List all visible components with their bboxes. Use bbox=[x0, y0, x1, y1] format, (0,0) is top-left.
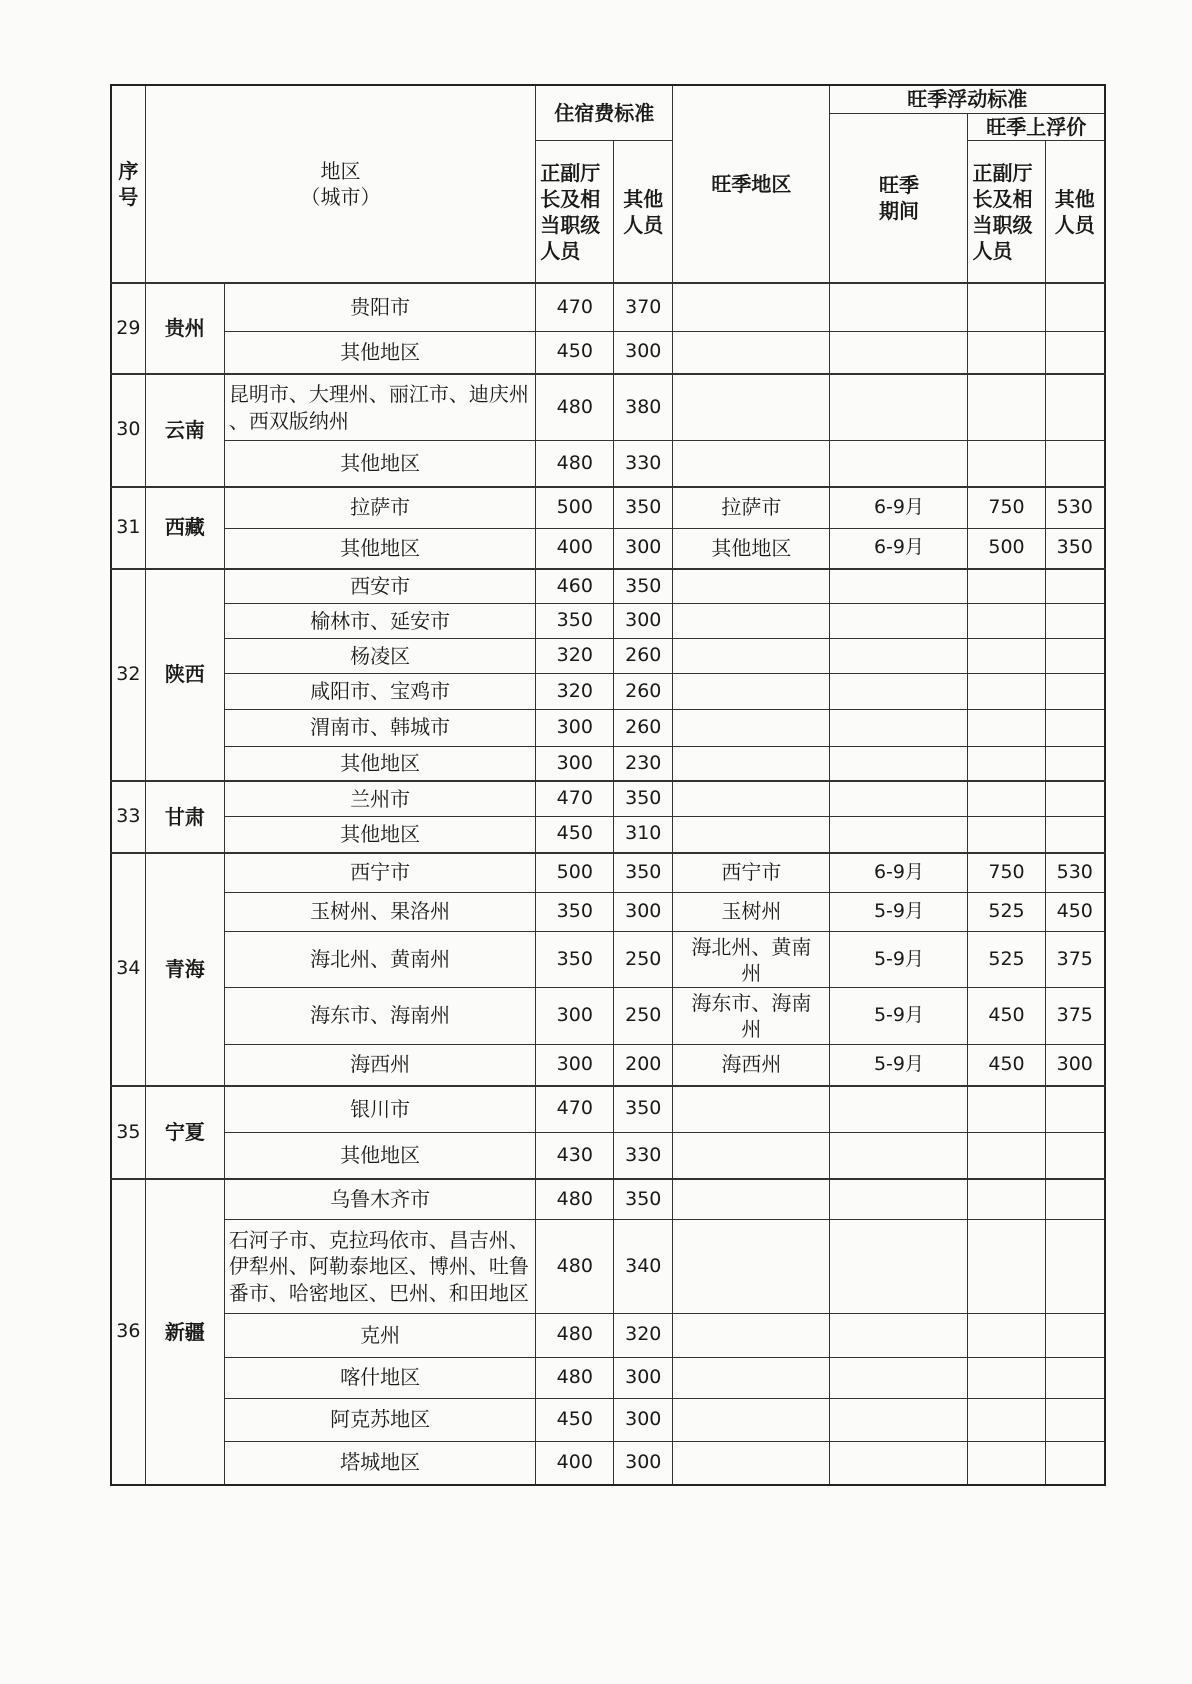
peak-region-cell bbox=[673, 816, 830, 852]
peak-other-cell bbox=[1045, 781, 1105, 816]
peak-other-cell bbox=[1045, 1441, 1105, 1485]
peak-region-cell: 海西州 bbox=[673, 1044, 830, 1086]
senior-rate-cell: 350 bbox=[536, 604, 614, 639]
province-name: 陕西 bbox=[145, 569, 224, 782]
other-rate-cell: 300 bbox=[614, 604, 673, 639]
table-row bbox=[111, 709, 1105, 746]
peak-other-cell bbox=[1045, 441, 1105, 487]
header-peak-senior: 正副厅 长及相 当职级 人员 bbox=[968, 141, 1045, 284]
other-rate-cell: 350 bbox=[614, 487, 673, 529]
peak-senior-cell bbox=[968, 1357, 1045, 1399]
region-cell: 其他地区 bbox=[224, 746, 535, 781]
header-peak-up: 旺季上浮价 bbox=[968, 113, 1105, 141]
peak-senior-cell bbox=[968, 441, 1045, 487]
table-row bbox=[111, 988, 1105, 1044]
table-row bbox=[111, 441, 1105, 487]
peak-senior-cell: 525 bbox=[968, 931, 1045, 987]
peak-region-cell bbox=[673, 1086, 830, 1133]
senior-rate-cell: 450 bbox=[536, 1399, 614, 1442]
region-cell: 阿克苏地区 bbox=[224, 1399, 535, 1442]
region-cell: 榆林市、延安市 bbox=[224, 604, 535, 639]
senior-rate-cell: 320 bbox=[536, 639, 614, 674]
peak-period-cell bbox=[830, 374, 968, 441]
peak-other-cell bbox=[1045, 1133, 1105, 1180]
region-cell: 乌鲁木齐市 bbox=[224, 1179, 535, 1219]
peak-region-cell: 西宁市 bbox=[673, 853, 830, 892]
province-name: 云南 bbox=[145, 374, 224, 487]
region-cell: 贵阳市 bbox=[224, 283, 535, 331]
peak-period-cell bbox=[830, 1357, 968, 1399]
peak-period-cell bbox=[830, 709, 968, 746]
peak-period-cell bbox=[830, 1086, 968, 1133]
region-cell: 海西州 bbox=[224, 1044, 535, 1086]
peak-region-cell bbox=[673, 569, 830, 604]
row-number: 34 bbox=[111, 853, 145, 1086]
peak-senior-cell bbox=[968, 604, 1045, 639]
table-row bbox=[111, 1357, 1105, 1399]
peak-senior-cell bbox=[968, 639, 1045, 674]
row-number: 36 bbox=[111, 1179, 145, 1485]
header-region: 地区 （城市） bbox=[145, 85, 536, 283]
peak-senior-cell bbox=[968, 1179, 1045, 1219]
peak-region-cell bbox=[673, 1313, 830, 1357]
senior-rate-cell: 350 bbox=[536, 931, 614, 987]
peak-period-cell bbox=[830, 816, 968, 852]
peak-senior-cell bbox=[968, 709, 1045, 746]
header-lodging: 住宿费标准 bbox=[536, 85, 673, 141]
peak-other-cell bbox=[1045, 1220, 1105, 1314]
table-row bbox=[111, 853, 1105, 892]
peak-senior-cell bbox=[968, 816, 1045, 852]
senior-rate-cell: 500 bbox=[536, 487, 614, 529]
table-row bbox=[111, 1044, 1105, 1086]
peak-other-cell: 350 bbox=[1045, 528, 1105, 568]
other-rate-cell: 260 bbox=[614, 639, 673, 674]
region-cell: 拉萨市 bbox=[224, 487, 535, 529]
other-rate-cell: 260 bbox=[614, 709, 673, 746]
table-row bbox=[111, 374, 1105, 441]
senior-rate-cell: 470 bbox=[536, 1086, 614, 1133]
peak-senior-cell: 750 bbox=[968, 853, 1045, 892]
peak-other-cell bbox=[1045, 1399, 1105, 1442]
peak-period-cell bbox=[830, 1313, 968, 1357]
peak-period-cell: 6-9月 bbox=[830, 853, 968, 892]
senior-rate-cell: 320 bbox=[536, 674, 614, 709]
senior-rate-cell: 300 bbox=[536, 988, 614, 1044]
peak-period-cell bbox=[830, 331, 968, 374]
peak-senior-cell bbox=[968, 1220, 1045, 1314]
peak-period-cell: 5-9月 bbox=[830, 931, 968, 987]
other-rate-cell: 230 bbox=[614, 746, 673, 781]
province-name: 甘肃 bbox=[145, 781, 224, 852]
peak-other-cell: 530 bbox=[1045, 853, 1105, 892]
row-number: 35 bbox=[111, 1086, 145, 1180]
table-row bbox=[111, 1133, 1105, 1180]
table-row bbox=[111, 639, 1105, 674]
table-row bbox=[111, 528, 1105, 568]
peak-other-cell: 450 bbox=[1045, 892, 1105, 931]
region-cell: 昆明市、大理州、丽江市、迪庆州 、西双版纳州 bbox=[224, 374, 535, 441]
other-rate-cell: 330 bbox=[614, 441, 673, 487]
header-seq: 序 号 bbox=[111, 85, 145, 283]
other-rate-cell: 350 bbox=[614, 1179, 673, 1219]
senior-rate-cell: 450 bbox=[536, 331, 614, 374]
peak-region-cell bbox=[673, 283, 830, 331]
peak-period-cell bbox=[830, 1441, 968, 1485]
senior-rate-cell: 430 bbox=[536, 1133, 614, 1180]
other-rate-cell: 300 bbox=[614, 892, 673, 931]
table-row bbox=[111, 487, 1105, 529]
other-rate-cell: 350 bbox=[614, 1086, 673, 1133]
other-rate-cell: 260 bbox=[614, 674, 673, 709]
lodging-standard-table bbox=[110, 84, 1106, 1486]
region-cell: 喀什地区 bbox=[224, 1357, 535, 1399]
peak-region-cell: 其他地区 bbox=[673, 528, 830, 568]
peak-period-cell bbox=[830, 604, 968, 639]
peak-period-cell: 5-9月 bbox=[830, 892, 968, 931]
province-name: 新疆 bbox=[145, 1179, 224, 1485]
peak-senior-cell: 525 bbox=[968, 892, 1045, 931]
peak-region-cell bbox=[673, 1179, 830, 1219]
senior-rate-cell: 300 bbox=[536, 1044, 614, 1086]
senior-rate-cell: 460 bbox=[536, 569, 614, 604]
peak-senior-cell bbox=[968, 1133, 1045, 1180]
table-row bbox=[111, 604, 1105, 639]
peak-period-cell bbox=[830, 283, 968, 331]
peak-period-cell bbox=[830, 1220, 968, 1314]
other-rate-cell: 330 bbox=[614, 1133, 673, 1180]
region-cell: 玉树州、果洛州 bbox=[224, 892, 535, 931]
senior-rate-cell: 480 bbox=[536, 1220, 614, 1314]
row-number: 32 bbox=[111, 569, 145, 782]
region-cell: 其他地区 bbox=[224, 816, 535, 852]
senior-rate-cell: 450 bbox=[536, 816, 614, 852]
row-number: 31 bbox=[111, 487, 145, 569]
peak-senior-cell: 750 bbox=[968, 487, 1045, 529]
table-row bbox=[111, 1399, 1105, 1442]
senior-rate-cell: 480 bbox=[536, 1357, 614, 1399]
table-row bbox=[111, 569, 1105, 604]
other-rate-cell: 300 bbox=[614, 528, 673, 568]
peak-other-cell bbox=[1045, 569, 1105, 604]
peak-other-cell bbox=[1045, 1179, 1105, 1219]
other-rate-cell: 370 bbox=[614, 283, 673, 331]
other-rate-cell: 300 bbox=[614, 1441, 673, 1485]
peak-senior-cell bbox=[968, 674, 1045, 709]
header-peak-float: 旺季浮动标准 bbox=[830, 85, 1105, 113]
peak-region-cell bbox=[673, 709, 830, 746]
other-rate-cell: 340 bbox=[614, 1220, 673, 1314]
peak-period-cell: 5-9月 bbox=[830, 988, 968, 1044]
peak-senior-cell bbox=[968, 1313, 1045, 1357]
other-rate-cell: 310 bbox=[614, 816, 673, 852]
peak-region-cell bbox=[673, 1357, 830, 1399]
senior-rate-cell: 470 bbox=[536, 283, 614, 331]
row-number: 29 bbox=[111, 283, 145, 373]
senior-rate-cell: 470 bbox=[536, 781, 614, 816]
peak-other-cell: 530 bbox=[1045, 487, 1105, 529]
peak-period-cell bbox=[830, 441, 968, 487]
peak-senior-cell bbox=[968, 1086, 1045, 1133]
province-name: 西藏 bbox=[145, 487, 224, 569]
peak-region-cell bbox=[673, 1133, 830, 1180]
table-row bbox=[111, 674, 1105, 709]
other-rate-cell: 380 bbox=[614, 374, 673, 441]
peak-region-cell bbox=[673, 674, 830, 709]
peak-other-cell bbox=[1045, 639, 1105, 674]
peak-region-cell bbox=[673, 1441, 830, 1485]
other-rate-cell: 300 bbox=[614, 1399, 673, 1442]
peak-period-cell bbox=[830, 1399, 968, 1442]
peak-region-cell bbox=[673, 441, 830, 487]
table-row bbox=[111, 931, 1105, 987]
peak-period-cell bbox=[830, 781, 968, 816]
region-cell: 其他地区 bbox=[224, 331, 535, 374]
region-cell: 西安市 bbox=[224, 569, 535, 604]
peak-other-cell: 375 bbox=[1045, 931, 1105, 987]
header-other: 其他 人员 bbox=[614, 141, 673, 284]
table-row bbox=[111, 1313, 1105, 1357]
other-rate-cell: 250 bbox=[614, 931, 673, 987]
region-cell: 克州 bbox=[224, 1313, 535, 1357]
peak-region-cell bbox=[673, 1399, 830, 1442]
region-cell: 西宁市 bbox=[224, 853, 535, 892]
region-cell: 石河子市、克拉玛依市、昌吉州、 伊犁州、阿勒泰地区、博州、吐鲁 番市、哈密地区、巴州、和田地区 bbox=[224, 1220, 535, 1314]
table-row bbox=[111, 1220, 1105, 1314]
peak-other-cell: 300 bbox=[1045, 1044, 1105, 1086]
peak-period-cell: 6-9月 bbox=[830, 528, 968, 568]
table-row bbox=[111, 781, 1105, 816]
senior-rate-cell: 400 bbox=[536, 528, 614, 568]
other-rate-cell: 350 bbox=[614, 569, 673, 604]
peak-senior-cell bbox=[968, 569, 1045, 604]
table-row bbox=[111, 1086, 1105, 1133]
senior-rate-cell: 480 bbox=[536, 441, 614, 487]
region-cell: 海东市、海南州 bbox=[224, 988, 535, 1044]
peak-region-cell bbox=[673, 746, 830, 781]
other-rate-cell: 300 bbox=[614, 331, 673, 374]
peak-other-cell bbox=[1045, 1086, 1105, 1133]
peak-other-cell bbox=[1045, 746, 1105, 781]
other-rate-cell: 350 bbox=[614, 781, 673, 816]
peak-period-cell bbox=[830, 639, 968, 674]
peak-other-cell bbox=[1045, 1357, 1105, 1399]
table-row bbox=[111, 1441, 1105, 1485]
peak-region-cell bbox=[673, 639, 830, 674]
senior-rate-cell: 400 bbox=[536, 1441, 614, 1485]
peak-senior-cell bbox=[968, 1441, 1045, 1485]
peak-region-cell bbox=[673, 374, 830, 441]
peak-other-cell: 375 bbox=[1045, 988, 1105, 1044]
region-cell: 塔城地区 bbox=[224, 1441, 535, 1485]
peak-senior-cell: 450 bbox=[968, 988, 1045, 1044]
header-senior: 正副厅 长及相 当职级 人员 bbox=[536, 141, 614, 284]
table-row bbox=[111, 283, 1105, 331]
province-name: 宁夏 bbox=[145, 1086, 224, 1180]
peak-period-cell bbox=[830, 746, 968, 781]
row-number: 33 bbox=[111, 781, 145, 852]
region-cell: 咸阳市、宝鸡市 bbox=[224, 674, 535, 709]
region-cell: 其他地区 bbox=[224, 1133, 535, 1180]
senior-rate-cell: 300 bbox=[536, 746, 614, 781]
region-cell: 渭南市、韩城市 bbox=[224, 709, 535, 746]
peak-region-cell: 海东市、海南 州 bbox=[673, 988, 830, 1044]
peak-other-cell bbox=[1045, 604, 1105, 639]
region-cell: 海北州、黄南州 bbox=[224, 931, 535, 987]
province-name: 贵州 bbox=[145, 283, 224, 373]
peak-other-cell bbox=[1045, 816, 1105, 852]
senior-rate-cell: 500 bbox=[536, 853, 614, 892]
other-rate-cell: 200 bbox=[614, 1044, 673, 1086]
other-rate-cell: 350 bbox=[614, 853, 673, 892]
peak-period-cell bbox=[830, 674, 968, 709]
header-peak-other: 其他 人员 bbox=[1045, 141, 1105, 284]
senior-rate-cell: 350 bbox=[536, 892, 614, 931]
peak-period-cell bbox=[830, 1133, 968, 1180]
table-row bbox=[111, 816, 1105, 852]
peak-region-cell: 海北州、黄南 州 bbox=[673, 931, 830, 987]
region-cell: 其他地区 bbox=[224, 441, 535, 487]
peak-other-cell bbox=[1045, 709, 1105, 746]
region-cell: 其他地区 bbox=[224, 528, 535, 568]
other-rate-cell: 300 bbox=[614, 1357, 673, 1399]
table-row bbox=[111, 331, 1105, 374]
peak-other-cell bbox=[1045, 331, 1105, 374]
header-peak-period: 旺季 期间 bbox=[830, 113, 968, 283]
peak-period-cell bbox=[830, 569, 968, 604]
peak-senior-cell bbox=[968, 781, 1045, 816]
peak-period-cell: 6-9月 bbox=[830, 487, 968, 529]
table-row bbox=[111, 746, 1105, 781]
peak-senior-cell bbox=[968, 1399, 1045, 1442]
peak-period-cell: 5-9月 bbox=[830, 1044, 968, 1086]
peak-other-cell bbox=[1045, 374, 1105, 441]
peak-other-cell bbox=[1045, 1313, 1105, 1357]
peak-senior-cell: 450 bbox=[968, 1044, 1045, 1086]
peak-other-cell bbox=[1045, 674, 1105, 709]
peak-period-cell bbox=[830, 1179, 968, 1219]
table-row bbox=[111, 1179, 1105, 1219]
peak-region-cell bbox=[673, 1220, 830, 1314]
senior-rate-cell: 480 bbox=[536, 1313, 614, 1357]
peak-senior-cell bbox=[968, 331, 1045, 374]
peak-other-cell bbox=[1045, 283, 1105, 331]
header-peak-region: 旺季地区 bbox=[673, 85, 830, 283]
region-cell: 银川市 bbox=[224, 1086, 535, 1133]
peak-region-cell bbox=[673, 331, 830, 374]
other-rate-cell: 320 bbox=[614, 1313, 673, 1357]
region-cell: 兰州市 bbox=[224, 781, 535, 816]
peak-region-cell bbox=[673, 604, 830, 639]
peak-region-cell bbox=[673, 781, 830, 816]
table-row bbox=[111, 892, 1105, 931]
peak-senior-cell: 500 bbox=[968, 528, 1045, 568]
peak-region-cell: 玉树州 bbox=[673, 892, 830, 931]
peak-senior-cell bbox=[968, 283, 1045, 331]
row-number: 30 bbox=[111, 374, 145, 487]
senior-rate-cell: 300 bbox=[536, 709, 614, 746]
province-name: 青海 bbox=[145, 853, 224, 1086]
peak-senior-cell bbox=[968, 374, 1045, 441]
peak-senior-cell bbox=[968, 746, 1045, 781]
senior-rate-cell: 480 bbox=[536, 1179, 614, 1219]
other-rate-cell: 250 bbox=[614, 988, 673, 1044]
peak-region-cell: 拉萨市 bbox=[673, 487, 830, 529]
senior-rate-cell: 480 bbox=[536, 374, 614, 441]
region-cell: 杨凌区 bbox=[224, 639, 535, 674]
